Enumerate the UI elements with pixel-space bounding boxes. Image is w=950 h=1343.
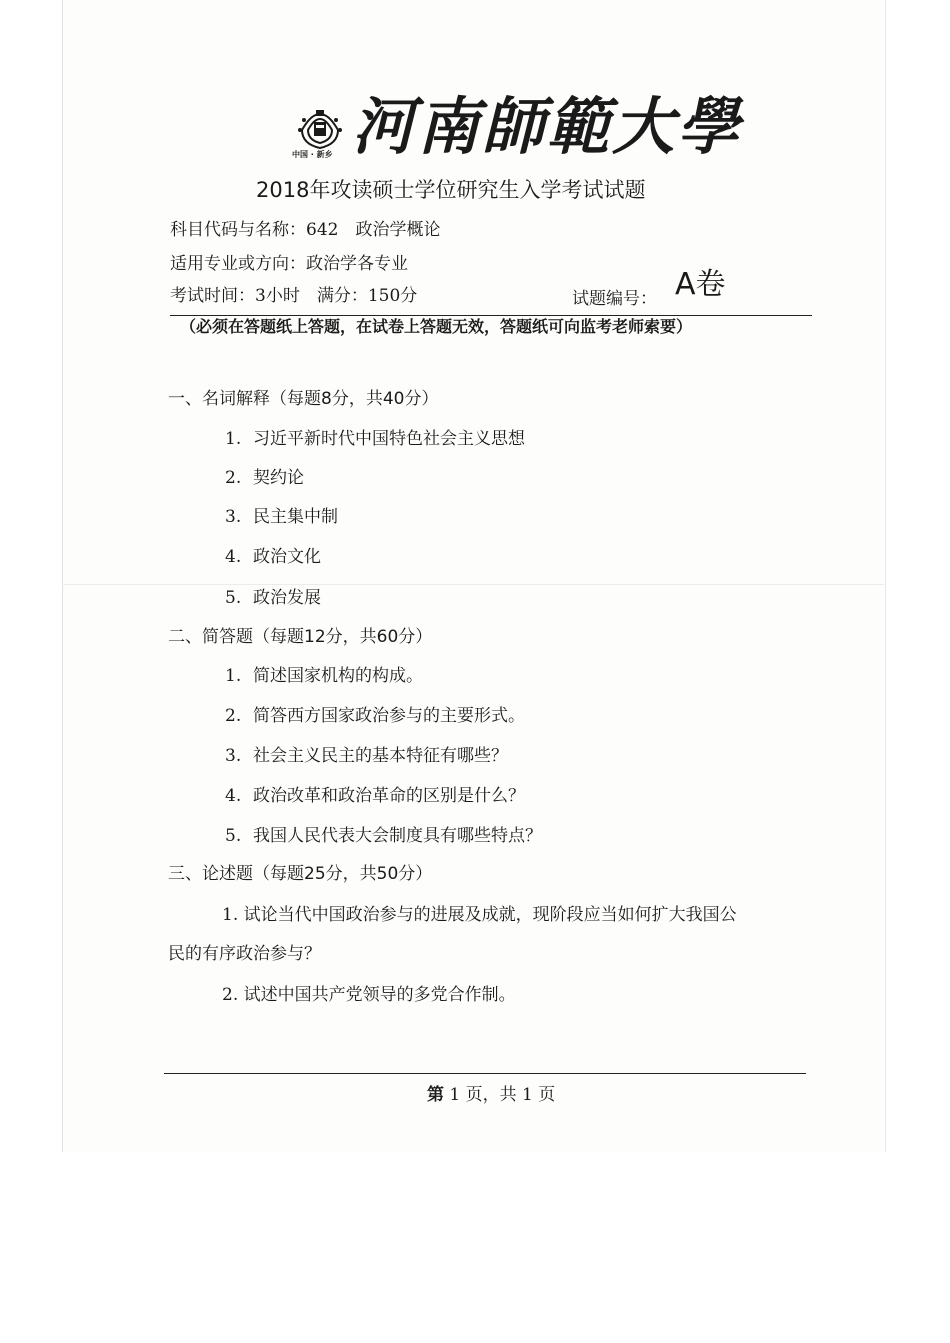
essay-question-line: 1. 试论当代中国政治参与的进展及成就，现阶段应当如何扩大我国公 xyxy=(222,905,737,925)
question-item: 4. 政治文化 xyxy=(225,547,321,567)
question-item: 3. 民主集中制 xyxy=(225,507,338,527)
header-divider xyxy=(170,315,812,316)
essay-question-line: 2. 试述中国共产党领导的多党合作制。 xyxy=(222,985,516,1005)
time-score-line: 考试时间：3小时 满分：150分 xyxy=(170,286,418,306)
exam-title: 2018年攻读硕士学位研究生入学考试试题 xyxy=(256,178,646,202)
question-item: 4. 政治改革和政治革命的区别是什么？ xyxy=(225,786,525,806)
question-item: 2. 简答西方国家政治参与的主要形式。 xyxy=(225,706,525,726)
question-item: 3. 社会主义民主的基本特征有哪些？ xyxy=(225,746,508,766)
footer-divider xyxy=(164,1073,806,1074)
question-item: 5. 我国人民代表大会制度具有哪些特点？ xyxy=(225,826,542,846)
paper-label: A卷 xyxy=(675,267,726,302)
section-heading: 一、名词解释（每题8分，共40分） xyxy=(168,389,439,409)
test-code-label: 试题编号： xyxy=(572,289,657,309)
answer-notice: （必须在答题纸上答题，在试卷上答题无效，答题纸可向监考老师索要） xyxy=(180,317,693,336)
page-footer: 第 1 页，共 1 页 xyxy=(427,1085,556,1105)
major-line: 适用专业或方向：政治学各专业 xyxy=(170,254,408,274)
section-heading: 三、论述题（每题25分，共50分） xyxy=(168,864,433,884)
essay-question-line: 民的有序政治参与？ xyxy=(168,944,321,964)
section-heading: 二、简答题（每题12分，共60分） xyxy=(168,627,433,647)
subject-line: 科目代码与名称：642 政治学概论 xyxy=(170,220,441,240)
logo-caption: 中国 · 新乡 xyxy=(292,150,333,159)
exam-paper xyxy=(62,0,886,1152)
fold-line xyxy=(62,584,884,585)
question-item: 1. 简述国家机构的构成。 xyxy=(225,666,423,686)
question-item: 5. 政治发展 xyxy=(225,588,321,608)
question-item: 1. 习近平新时代中国特色社会主义思想 xyxy=(225,429,525,449)
question-item: 2. 契约论 xyxy=(225,468,304,488)
university-name: 河南師範大學 xyxy=(352,90,743,163)
